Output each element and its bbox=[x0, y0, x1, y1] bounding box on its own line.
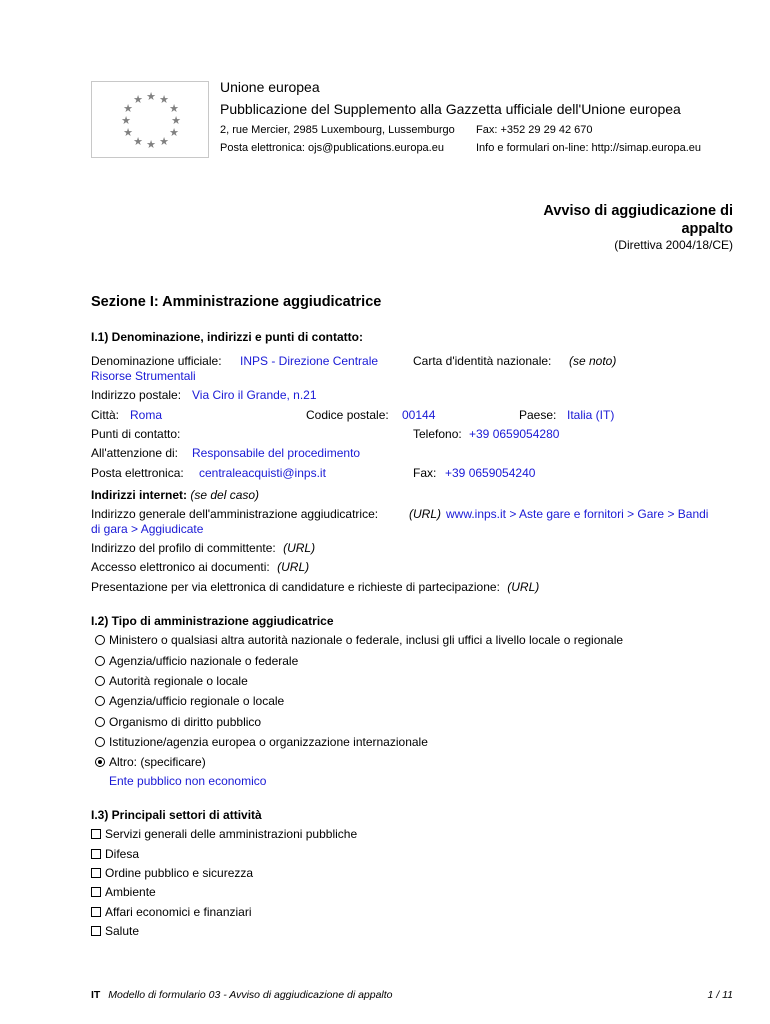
svg-text:★: ★ bbox=[159, 135, 169, 148]
header-org: Unione europea bbox=[220, 79, 320, 95]
i2-option-label: Organismo di diritto pubblico bbox=[109, 715, 262, 729]
presentazione-label: Presentazione per via elettronica di candidature e richieste di partecipazione: bbox=[91, 580, 500, 594]
i2-option[interactable] bbox=[95, 654, 298, 668]
checkbox-icon[interactable] bbox=[91, 907, 101, 917]
i2-option[interactable] bbox=[95, 694, 284, 708]
carta-value: (se noto) bbox=[569, 354, 617, 368]
i2-option-label: Autorità regionale o locale bbox=[109, 674, 248, 688]
i2-option-label: Altro: (specificare) bbox=[109, 755, 206, 769]
denominazione-value: INPS - Direzione Centrale bbox=[240, 354, 379, 368]
footer-model-row bbox=[91, 989, 393, 1001]
email-value: centraleacquisti@inps.it bbox=[199, 466, 326, 480]
checkbox-icon[interactable] bbox=[91, 868, 101, 878]
cap-value: 00144 bbox=[402, 408, 436, 422]
telefono-value: +39 0659054280 bbox=[469, 427, 560, 441]
i2-option[interactable] bbox=[95, 735, 428, 749]
i2-other-value: Ente pubblico non economico bbox=[109, 774, 267, 788]
i1-heading: I.1) Denominazione, indirizzi e punti di contatto: bbox=[91, 330, 363, 344]
indirizzo-label: Indirizzo postale: bbox=[91, 388, 182, 402]
i2-option-selected[interactable] bbox=[95, 755, 206, 769]
i3-option-label: Servizi generali delle amministrazioni pubbliche bbox=[105, 827, 358, 841]
generale-url-tag: (URL) bbox=[409, 507, 441, 521]
fax-label: Fax: bbox=[413, 466, 437, 480]
i2-option-label: Istituzione/agenzia europea o organizzazione internazionale bbox=[109, 735, 428, 749]
accesso-row bbox=[91, 560, 309, 574]
eu-logo bbox=[91, 81, 209, 158]
i3-option-label: Salute bbox=[105, 924, 140, 938]
denominazione-value-cont: Risorse Strumentali bbox=[91, 369, 196, 383]
indirizzo-value: Via Ciro il Grande, n.21 bbox=[192, 388, 317, 402]
section-title: Sezione I: Amministrazione aggiudicatrice bbox=[91, 294, 382, 310]
svg-text:★: ★ bbox=[171, 114, 181, 127]
i2-option[interactable] bbox=[95, 674, 248, 688]
radio-empty-icon[interactable] bbox=[95, 656, 105, 666]
radio-empty-icon[interactable] bbox=[95, 676, 105, 686]
checkbox-icon[interactable] bbox=[91, 887, 101, 897]
footer-model: Modello di formulario 03 - Avviso di aggiudicazione di appalto bbox=[108, 989, 393, 1001]
internet-note: (se del caso) bbox=[190, 488, 260, 502]
svg-text:★: ★ bbox=[133, 93, 143, 106]
telefono-label: Telefono: bbox=[413, 427, 462, 441]
eu-stars-icon bbox=[92, 82, 208, 157]
header-fax: Fax: +352 29 29 42 670 bbox=[476, 124, 593, 136]
attenzione-value: Responsabile del procedimento bbox=[192, 446, 361, 460]
punti-label: Punti di contatto: bbox=[91, 427, 181, 441]
header-address: 2, rue Mercier, 2985 Luxembourg, Lussemburgo bbox=[220, 124, 455, 136]
svg-text:★: ★ bbox=[169, 102, 179, 115]
internet-label: Indirizzi internet: bbox=[91, 488, 187, 502]
radio-empty-icon[interactable] bbox=[95, 737, 105, 747]
i2-option-label: Ministero o qualsiasi altra autorità nazionale o federale, inclusi gli uffici a livello locale o regionale bbox=[109, 633, 624, 647]
svg-text:★: ★ bbox=[123, 126, 133, 139]
citta-label: Città: bbox=[91, 408, 120, 422]
i2-option-label: Agenzia/ufficio regionale o locale bbox=[109, 694, 285, 708]
paese-label: Paese: bbox=[519, 408, 557, 422]
i3-option[interactable] bbox=[91, 866, 253, 880]
i3-option-label: Affari economici e finanziari bbox=[105, 905, 252, 919]
svg-text:★: ★ bbox=[146, 138, 156, 151]
citta-value: Roma bbox=[130, 408, 163, 422]
svg-text:★: ★ bbox=[146, 90, 156, 103]
radio-empty-icon[interactable] bbox=[95, 635, 105, 645]
profilo-url-tag: (URL) bbox=[283, 541, 316, 555]
svg-text:★: ★ bbox=[133, 135, 143, 148]
i3-option[interactable] bbox=[91, 885, 156, 899]
paese-value: Italia (IT) bbox=[567, 408, 615, 422]
internet-row bbox=[91, 488, 259, 502]
i2-option[interactable] bbox=[95, 715, 261, 729]
checkbox-icon[interactable] bbox=[91, 829, 101, 839]
accesso-label: Accesso elettronico ai documenti: bbox=[91, 560, 270, 574]
denominazione-label: Denominazione ufficiale: bbox=[91, 354, 222, 368]
footer-page: 1 / 11 bbox=[707, 989, 733, 1001]
i3-option[interactable] bbox=[91, 847, 139, 861]
presentazione-url-tag: (URL) bbox=[507, 580, 540, 594]
svg-text:★: ★ bbox=[123, 102, 133, 115]
i3-option[interactable] bbox=[91, 905, 252, 919]
checkbox-icon[interactable] bbox=[91, 849, 101, 859]
fax-value: +39 0659054240 bbox=[445, 466, 536, 480]
notice-subtitle: (Direttiva 2004/18/CE) bbox=[614, 238, 733, 252]
cap-label: Codice postale: bbox=[306, 408, 389, 422]
i3-option[interactable] bbox=[91, 827, 357, 841]
accesso-url-tag: (URL) bbox=[277, 560, 310, 574]
svg-text:★: ★ bbox=[159, 93, 169, 106]
radio-empty-icon[interactable] bbox=[95, 717, 105, 727]
header-publication: Pubblicazione del Supplemento alla Gazzetta ufficiale dell'Unione europea bbox=[220, 101, 681, 117]
i2-option-label: Agenzia/ufficio nazionale o federale bbox=[109, 654, 299, 668]
email-label: Posta elettronica: bbox=[91, 466, 184, 480]
i2-heading: I.2) Tipo di amministrazione aggiudicatrice bbox=[91, 614, 334, 628]
generale-value: www.inps.it > Aste gare e fornitori > Gare > Bandi bbox=[446, 507, 709, 521]
svg-text:★: ★ bbox=[121, 114, 131, 127]
profilo-label: Indirizzo del profilo di committente: bbox=[91, 541, 276, 555]
i3-option[interactable] bbox=[91, 924, 139, 938]
header-email: Posta elettronica: ojs@publications.europa.eu bbox=[220, 142, 444, 154]
carta-label: Carta d'identità nazionale: bbox=[413, 354, 552, 368]
generale-label: Indirizzo generale dell'amministrazione aggiudicatrice: bbox=[91, 507, 379, 521]
i3-option-label: Ambiente bbox=[105, 885, 156, 899]
notice-title: Avviso di aggiudicazione di appalto bbox=[543, 203, 733, 237]
i3-option-label: Difesa bbox=[105, 847, 140, 861]
profilo-row bbox=[91, 541, 315, 555]
radio-selected-icon[interactable] bbox=[95, 757, 105, 767]
generale-value-cont: di gara > Aggiudicate bbox=[91, 522, 204, 536]
svg-text:★: ★ bbox=[169, 126, 179, 139]
i3-option-label: Ordine pubblico e sicurezza bbox=[105, 866, 254, 880]
header-info: Info e formulari on-line: http://simap.europa.eu bbox=[476, 142, 702, 154]
footer-lang: IT bbox=[91, 989, 101, 1001]
radio-empty-icon[interactable] bbox=[95, 696, 105, 706]
i3-heading: I.3) Principali settori di attività bbox=[91, 808, 262, 822]
attenzione-label: All'attenzione di: bbox=[91, 446, 179, 460]
i2-option[interactable] bbox=[95, 633, 623, 647]
checkbox-icon[interactable] bbox=[91, 926, 101, 936]
presentazione-row bbox=[91, 580, 539, 594]
